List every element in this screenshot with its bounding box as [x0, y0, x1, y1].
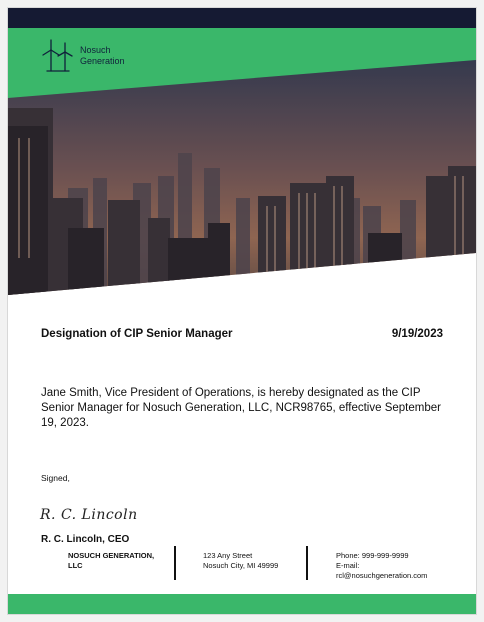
document-body: Jane Smith, Vice President of Operations, is hereby designated as the CIP Senior Manager for Nosuch Generation, LLC, NCR98765, effective September 19, 2023.: [41, 387, 441, 429]
brand-name-line2: Generation: [80, 56, 125, 66]
signed-label: Signed,: [41, 473, 70, 483]
footer-email-label: E-mail:: [336, 561, 360, 570]
document-heading: [41, 328, 443, 340]
footer-company-line2: LLC: [68, 561, 83, 570]
footer-divider-1: [174, 546, 176, 580]
brand-name: [80, 45, 125, 67]
footer-phone: Phone: 999-999-9999: [336, 551, 409, 560]
document-title: Designation of CIP Senior Manager: [41, 328, 233, 340]
brand-logo: [42, 38, 125, 72]
document-date: 9/19/2023: [391, 328, 443, 340]
signer-name: R. C. Lincoln, CEO: [41, 534, 130, 545]
signature: R. C. Lincoln: [40, 507, 138, 523]
footer-company-line1: NOSUCH GENERATION,: [68, 551, 155, 560]
footer-address-line2: Nosuch City, MI 49999: [203, 561, 279, 570]
footer-email: rcl@nosuchgeneration.com: [336, 571, 428, 580]
footer-address-line1: 123 Any Street: [203, 551, 253, 560]
footer-company: [68, 551, 168, 571]
brand-name-line1: Nosuch: [80, 45, 111, 55]
wind-turbine-icon: [42, 38, 74, 72]
footer-green-bar: [8, 594, 476, 614]
footer-divider-2: [306, 546, 308, 580]
footer-contact: [336, 551, 466, 581]
footer-address: [203, 551, 303, 571]
letter-page: [8, 8, 476, 614]
